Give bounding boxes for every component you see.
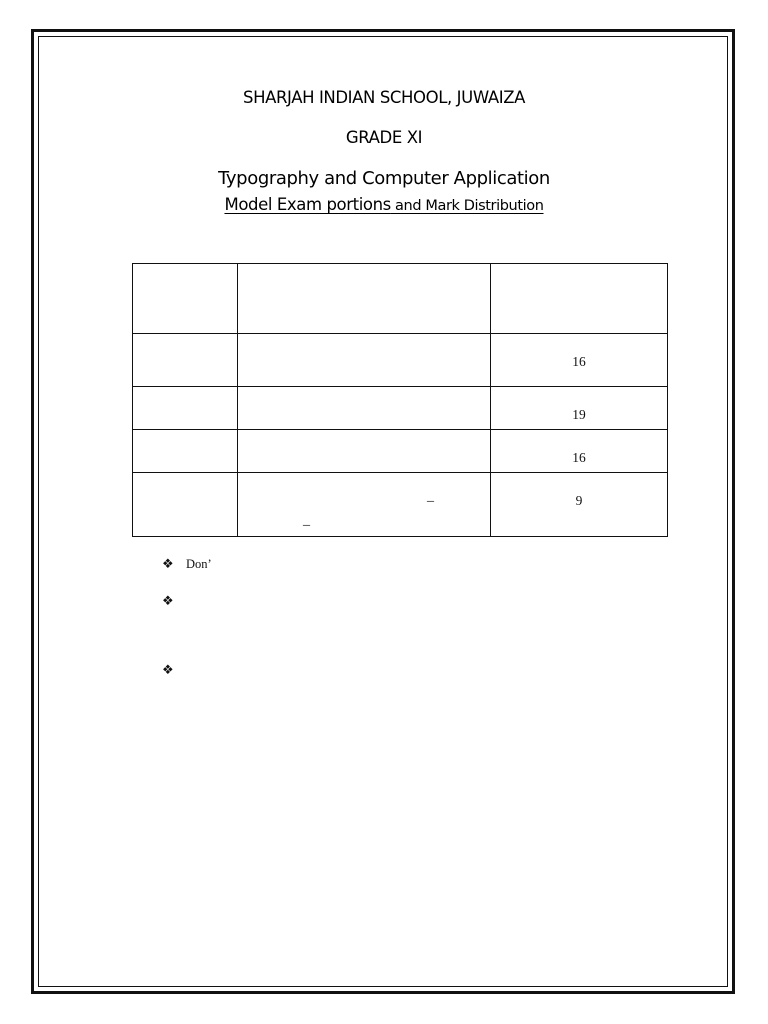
table-cell-marks xyxy=(491,430,668,473)
table-cell-unit xyxy=(133,473,238,537)
table-cell-marks xyxy=(491,334,668,387)
table-cell-topic xyxy=(238,387,491,430)
subtitle-rest: and Mark Distribution xyxy=(390,198,544,214)
marks-value: 16 xyxy=(572,354,586,369)
diamond-bullet-icon: ❖ xyxy=(162,662,174,677)
table-cell-unit xyxy=(133,334,238,387)
portions-table xyxy=(132,263,668,537)
table-cell-topic xyxy=(238,473,491,537)
subtitle-underlined xyxy=(224,195,543,214)
school-name: SHARJAH INDIAN SCHOOL, JUWAIZA xyxy=(243,88,525,107)
marks-value: 9 xyxy=(575,493,583,508)
table-row xyxy=(133,387,668,430)
marks-value: 19 xyxy=(572,407,586,422)
table-cell-marks xyxy=(491,264,668,334)
note-text: Don’ xyxy=(186,557,212,571)
table-cell-unit xyxy=(133,264,238,334)
subtitle-main: Model Exam portions xyxy=(224,195,391,214)
dash-mark: _ xyxy=(303,513,310,528)
table-cell-unit xyxy=(133,430,238,473)
table-cell-topic xyxy=(238,264,491,334)
table-row xyxy=(133,334,668,387)
dash-mark: _ xyxy=(427,489,434,504)
grade-title: GRADE XI xyxy=(345,128,423,147)
table-cell-marks xyxy=(491,473,668,537)
diamond-bullet-icon: ❖ xyxy=(162,556,174,571)
table-cell-marks xyxy=(491,387,668,430)
table-row xyxy=(133,264,668,334)
table-cell-topic xyxy=(238,334,491,387)
exam-subtitle xyxy=(0,195,768,214)
diamond-bullet-icon: ❖ xyxy=(162,593,174,608)
subject-title: Typography and Computer Application xyxy=(218,168,550,189)
table-row xyxy=(133,430,668,473)
table-cell-unit xyxy=(133,387,238,430)
marks-value: 16 xyxy=(572,450,586,465)
table-cell-topic xyxy=(238,430,491,473)
table-row xyxy=(133,473,668,537)
